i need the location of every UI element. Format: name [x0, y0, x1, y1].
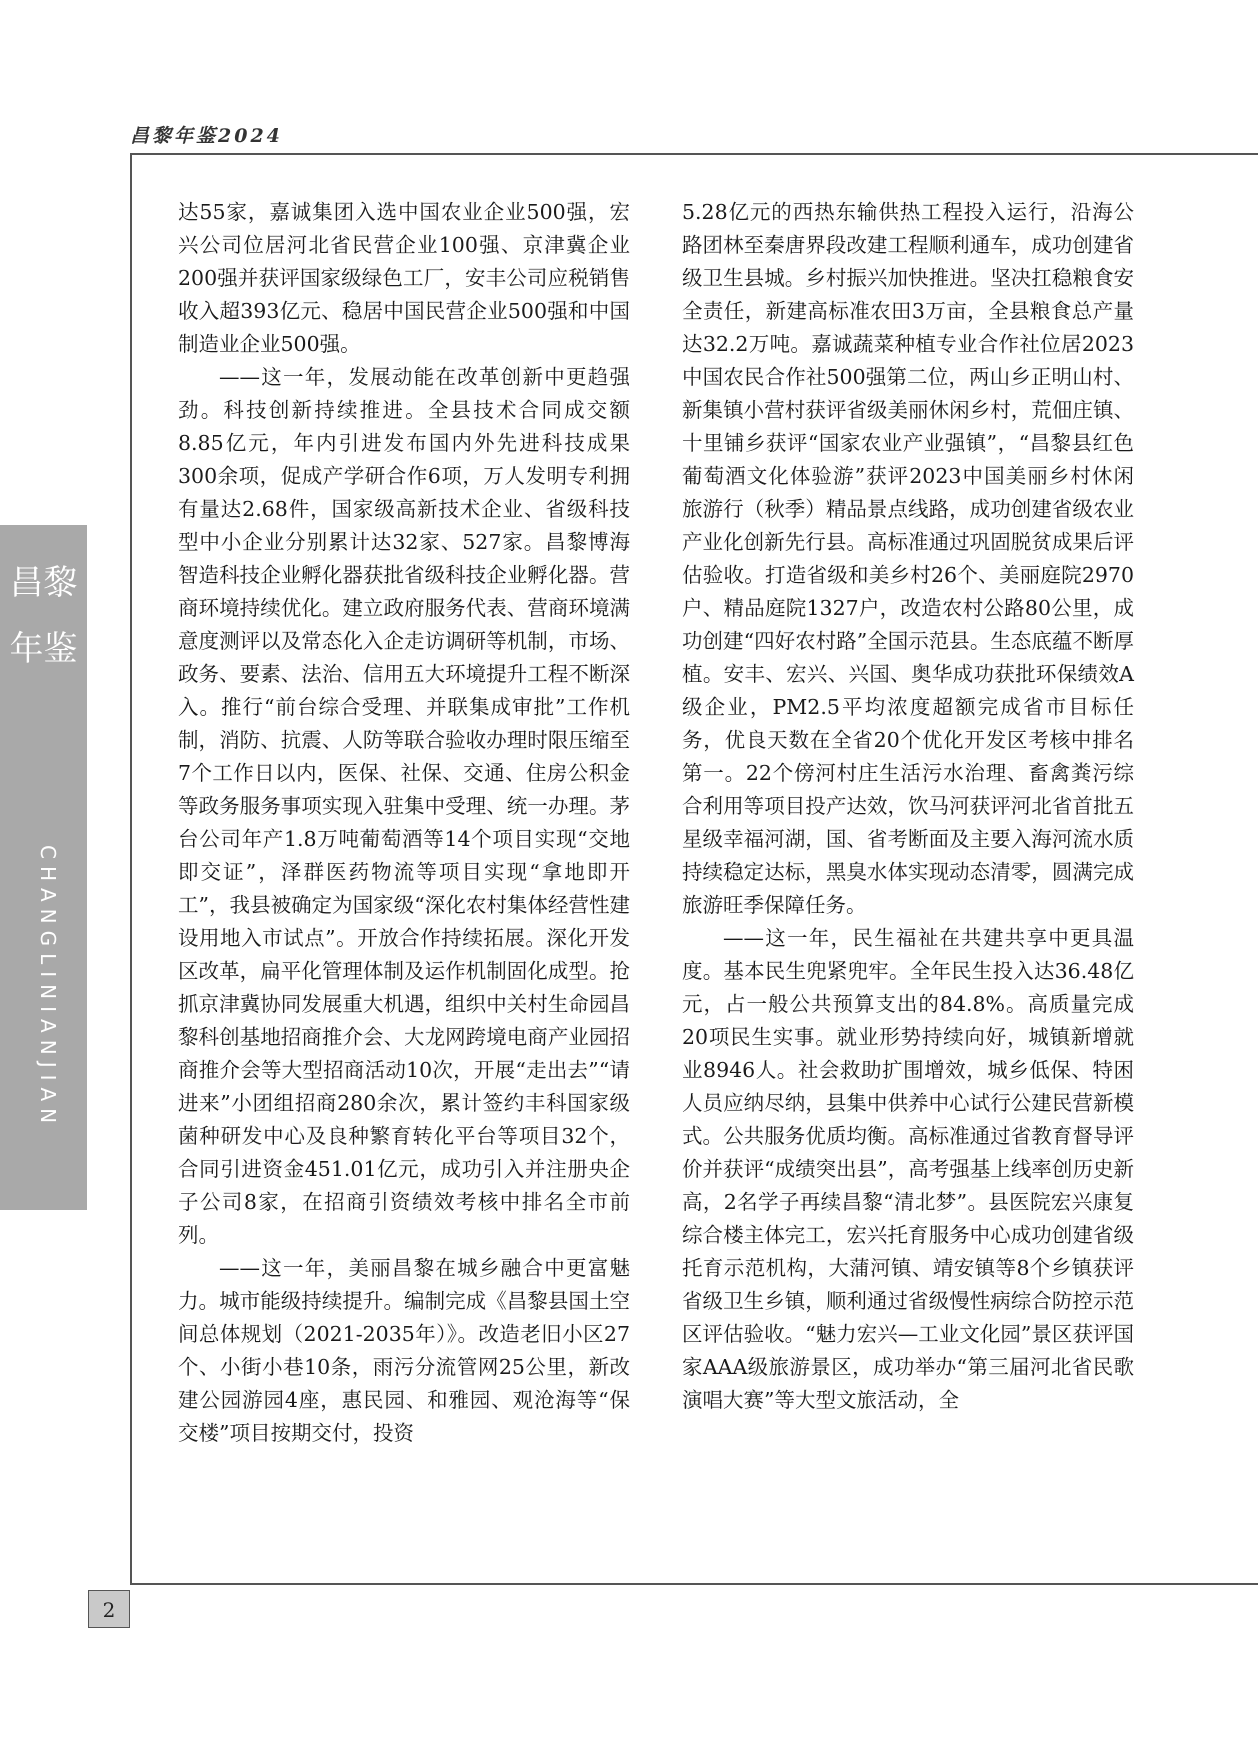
right-text-column: [682, 196, 1134, 1417]
side-thumb-tab: [0, 525, 87, 1210]
running-header-title: 昌黎年鉴2024: [130, 125, 283, 147]
paragraph: 5.28亿元的西热东输供热工程投入运行，沿海公路团林至秦唐界段改建工程顺利通车，成功创建省级卫生县城。乡村振兴加快推进。坚决扛稳粮食安全责任，新建高标准农田3万亩，全县粮食总产量达32.2万吨。嘉诚蔬菜种植专业合作社位居2023中国农民合作社500强第二位，两山乡正明山村、新集镇小营村获评省级美丽休闲乡村，荒佃庄镇、十里铺乡获评“国家农业产业强镇”，“昌黎县红色葡萄酒文化体验游”获评2023中国美丽乡村休闲旅游行（秋季）精品景点线路，成功创建省级农业产业化创新先行县。高标准通过巩固脱贫成果后评估验收。打造省级和美乡村26个、美丽庭院2970户、精品庭院1327户，改造农村公路80公里，成功创建“四好农村路”全国示范县。生态底蕴不断厚植。安丰、宏兴、兴国、奥华成功获批环保绩效A级企业，PM2.5平均浓度超额完成省市目标任务，优良天数在全省20个优化开发区考核中排名第一。22个傍河村庄生活污水治理、畜禽粪污综合利用等项目投产达效，饮马河获评河北省首批五星级幸福河湖，国、省考断面及主要入海河流水质持续稳定达标，黑臭水体实现动态清零，圆满完成旅游旺季保障任务。: [682, 200, 1134, 917]
paragraph: 达55家，嘉诚集团入选中国农业企业500强，宏兴公司位居河北省民营企业100强、京津冀企业200强并获评国家级绿色工厂，安丰公司应税销售收入超393亿元、稳居中国民营企业500强和中国制造业企业500强。: [178, 200, 630, 356]
frame-top-rule: [130, 153, 1258, 155]
paragraph: ——这一年，发展动能在改革创新中更趋强劲。科技创新持续推进。全县技术合同成交额8.85亿元，年内引进发布国内外先进科技成果300余项，促成产学研合作6项，万人发明专利拥有量达2.68件，国家级高新技术企业、省级科技型中小企业分别累计达32家、527家。昌黎博海智造科技企业孵化器获批省级科技企业孵化器。营商环境持续优化。建立政府服务代表、营商环境满意度测评以及常态化入企走访调研等机制，市场、政务、要素、法治、信用五大环境提升工程不断深入。推行“前台综合受理、并联集成审批”工作机制，消防、抗震、人防等联合验收办理时限压缩至7个工作日以内，医保、社保、交通、住房公积金等政务服务事项实现入驻集中受理、统一办理。茅台公司年产1.8万吨葡萄酒等14个项目实现“交地即交证”，泽群医药物流等项目实现“拿地即开工”，我县被确定为国家级“深化农村集体经营性建设用地入市试点”。开放合作持续拓展。深化开发区改革，扁平化管理体制及运作机制固化成型。抢抓京津冀协同发展重大机遇，组织中关村生命园昌黎科创基地招商推介会、大龙网跨境电商产业园招商推介会等大型招商活动10次，开展“走出去”“请进来”小团组招商280余次，累计签约丰科国家级菌种研发中心及良种繁育转化平台等项目32个，合同引进资金451.01亿元，成功引入并注册央企子公司8家，在招商引资绩效考核中排名全市前列。: [178, 365, 630, 1247]
frame-bottom-rule: [130, 1583, 1258, 1585]
side-tab-pinyin-title: CHANGLINIANJIAN: [36, 845, 60, 1131]
side-tab-chinese-title: 昌黎年鉴: [9, 563, 78, 669]
paragraph: ——这一年，美丽昌黎在城乡融合中更富魅力。城市能级持续提升。编制完成《昌黎县国土空间总体规划（2021-2035年）》。改造老旧小区27个、小街小巷10条，雨污分流管网25公里，新改建公园游园4座，惠民园、和雅园、观沧海等“保交楼”项目按期交付，投资: [178, 1256, 630, 1445]
frame-left-rule: [130, 153, 132, 1583]
left-text-column: [178, 196, 630, 1450]
paragraph: ——这一年，民生福祉在共建共享中更具温度。基本民生兜紧兜牢。全年民生投入达36.48亿元，占一般公共预算支出的84.8%。高质量完成20项民生实事。就业形势持续向好，城镇新增就业8946人。社会救助扩围增效，城乡低保、特困人员应纳尽纳，县集中供养中心试行公建民营新模式。公共服务优质均衡。高标准通过省教育督导评价并获评“成绩突出县”，高考强基上线率创历史新高，2名学子再续昌黎“清北梦”。县医院宏兴康复综合楼主体完工，宏兴托育服务中心成功创建省级托育示范机构，大蒲河镇、靖安镇等8个乡镇获评省级卫生乡镇，顺利通过省级慢性病综合防控示范区评估验收。“魅力宏兴—工业文化园”景区获评国家AAA级旅游景区，成功举办“第三届河北省民歌演唱大赛”等大型文旅活动，全: [682, 926, 1134, 1412]
page-number: 2: [88, 1590, 130, 1628]
